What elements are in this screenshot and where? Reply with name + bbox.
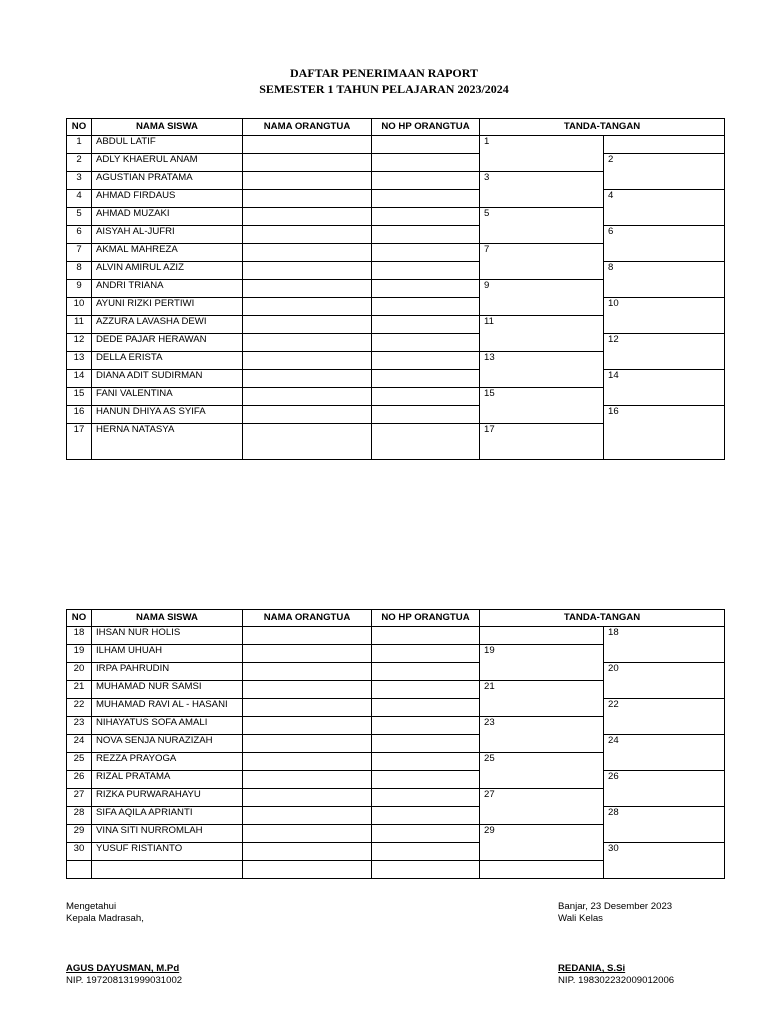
- footer-right: [558, 901, 672, 925]
- row-number: 15: [67, 388, 92, 406]
- student-name: AYUNI RIZKI PERTIWI: [92, 298, 243, 316]
- signature-cell-right[interactable]: 16: [604, 406, 725, 460]
- table-row: [67, 190, 725, 208]
- student-name: VINA SITI NURROMLAH: [92, 825, 243, 843]
- header-signature: TANDA-TANGAN: [480, 119, 725, 136]
- parent-phone-cell[interactable]: [372, 825, 480, 843]
- student-name: AISYAH AL-JUFRI: [92, 226, 243, 244]
- table-row: [67, 771, 725, 789]
- principal-name: AGUS DAYUSMAN, M.Pd: [66, 963, 180, 974]
- parent-phone-cell[interactable]: [372, 735, 480, 753]
- row-number: 18: [67, 627, 92, 645]
- student-name: ALVIN AMIRUL AZIZ: [92, 262, 243, 280]
- signature-cell-left[interactable]: [480, 861, 604, 879]
- student-name: AGUSTIAN PRATAMA: [92, 172, 243, 190]
- row-number: 20: [67, 663, 92, 681]
- homeroom-teacher-nip: NIP. 198302232009012006: [558, 975, 675, 986]
- signature-cell-right[interactable]: 4: [604, 190, 725, 226]
- table-row: [67, 807, 725, 825]
- row-number: 14: [67, 370, 92, 388]
- parent-phone-cell[interactable]: [372, 789, 480, 807]
- student-name: AKMAL MAHREZA: [92, 244, 243, 262]
- student-name: ADLY KHAERUL ANAM: [92, 154, 243, 172]
- row-number: 27: [67, 789, 92, 807]
- student-name: AHMAD MUZAKI: [92, 208, 243, 226]
- footer-place-date: Banjar, 23 Desember 2023: [558, 901, 673, 912]
- row-number: 23: [67, 717, 92, 735]
- signature-cell-left[interactable]: 7: [480, 244, 604, 280]
- student-name: DELLA ERISTA: [92, 352, 243, 370]
- row-number: 12: [67, 334, 92, 352]
- signature-cell-right[interactable]: 20: [604, 663, 725, 699]
- student-name: ILHAM UHUAH: [92, 645, 243, 663]
- parent-phone-cell[interactable]: [372, 172, 480, 190]
- footer-left-signature: [66, 963, 182, 987]
- signature-cell-right[interactable]: 14: [604, 370, 725, 406]
- table-row: [67, 699, 725, 717]
- row-number: 19: [67, 645, 92, 663]
- signature-cell-right[interactable]: 30: [604, 843, 725, 879]
- parent-phone-cell[interactable]: [372, 699, 480, 717]
- header-parent-phone: NO HP ORANGTUA: [372, 119, 480, 136]
- parent-phone-cell[interactable]: [372, 136, 480, 154]
- student-name: FANI VALENTINA: [92, 388, 243, 406]
- parent-name-cell[interactable]: [243, 154, 372, 172]
- footer-principal-title: Kepala Madrasah,: [66, 913, 144, 924]
- row-number: 24: [67, 735, 92, 753]
- parent-name-cell[interactable]: [243, 280, 372, 298]
- row-number: 4: [67, 190, 92, 208]
- row-number: 9: [67, 280, 92, 298]
- row-number-empty: [67, 861, 92, 879]
- table-row: [67, 136, 725, 154]
- parent-name-cell[interactable]: [243, 789, 372, 807]
- student-name: REZZA PRAYOGA: [92, 753, 243, 771]
- footer-right-signature: [558, 963, 674, 987]
- signature-cell-right-empty[interactable]: [604, 136, 725, 154]
- parent-name-cell[interactable]: [243, 388, 372, 406]
- table-row: [67, 298, 725, 316]
- parent-name-cell[interactable]: [243, 262, 372, 280]
- receipt-table-1-body: [67, 119, 725, 460]
- parent-phone-cell[interactable]: [372, 208, 480, 226]
- parent-phone-cell[interactable]: [372, 154, 480, 172]
- document-title: DAFTAR PENERIMAAN RAPORT: [289, 66, 478, 80]
- parent-phone-cell[interactable]: [372, 771, 480, 789]
- signature-cell-right[interactable]: 22: [604, 699, 725, 735]
- student-name: NOVA SENJA NURAZIZAH: [92, 735, 243, 753]
- row-number: 17: [67, 424, 92, 460]
- signature-cell-left[interactable]: 1: [480, 136, 604, 172]
- signature-cell-left[interactable]: 5: [480, 208, 604, 244]
- parent-phone-cell[interactable]: [372, 244, 480, 262]
- parent-name-cell[interactable]: [243, 843, 372, 861]
- signature-cell-left[interactable]: 9: [480, 280, 604, 316]
- parent-name-cell[interactable]: [243, 825, 372, 843]
- receipt-table-1: [66, 118, 725, 460]
- student-name: IRPA PAHRUDIN: [92, 663, 243, 681]
- signature-cell-right[interactable]: 2: [604, 154, 725, 190]
- student-name: RIZKA PURWARAHAYU: [92, 789, 243, 807]
- parent-phone-cell[interactable]: [372, 370, 480, 388]
- document-subtitle: SEMESTER 1 TAHUN PELAJARAN 2023/2024: [259, 82, 509, 96]
- header-signature: TANDA-TANGAN: [480, 610, 725, 627]
- table-row: [67, 262, 725, 280]
- table-row: [67, 735, 725, 753]
- signature-cell-left[interactable]: 27: [480, 789, 604, 825]
- parent-name-cell[interactable]: [243, 681, 372, 699]
- parent-phone-cell[interactable]: [372, 663, 480, 681]
- row-number: 13: [67, 352, 92, 370]
- parent-phone-cell[interactable]: [372, 316, 480, 334]
- parent-name-cell[interactable]: [243, 244, 372, 262]
- footer-left: [66, 901, 144, 925]
- header-parent-phone: NO HP ORANGTUA: [372, 610, 480, 627]
- parent-name-cell[interactable]: [243, 771, 372, 789]
- student-name: MUHAMAD RAVI AL - HASANI: [92, 699, 243, 717]
- parent-phone-cell[interactable]: [372, 334, 480, 352]
- parent-name-cell[interactable]: [243, 645, 372, 663]
- footer-homeroom-title: Wali Kelas: [558, 913, 603, 924]
- parent-name-cell[interactable]: [243, 424, 372, 460]
- table-header-row: [67, 610, 725, 627]
- student-name: IHSAN NUR HOLIS: [92, 627, 243, 645]
- signature-cell-left[interactable]: 25: [480, 753, 604, 789]
- footer-acknowledged-label: Mengetahui: [66, 901, 117, 912]
- receipt-table-2-body: [67, 610, 725, 879]
- row-number: 2: [67, 154, 92, 172]
- signature-cell-right[interactable]: 10: [604, 298, 725, 334]
- parent-name-cell[interactable]: [243, 753, 372, 771]
- student-name: SIFA AQILA APRIANTI: [92, 807, 243, 825]
- parent-phone-cell[interactable]: [372, 298, 480, 316]
- parent-name-cell[interactable]: [243, 663, 372, 681]
- row-number: 6: [67, 226, 92, 244]
- parent-phone-cell[interactable]: [372, 807, 480, 825]
- row-number: 11: [67, 316, 92, 334]
- parent-phone-cell[interactable]: [372, 681, 480, 699]
- header-no: NO: [67, 119, 92, 136]
- table-row: [67, 154, 725, 172]
- student-name: DEDE PAJAR HERAWAN: [92, 334, 243, 352]
- parent-phone-cell[interactable]: [372, 226, 480, 244]
- signature-cell-left[interactable]: 17: [480, 424, 604, 460]
- row-number: 25: [67, 753, 92, 771]
- table-row: [67, 406, 725, 424]
- signature-cell-left[interactable]: 29: [480, 825, 604, 861]
- parent-name-cell[interactable]: [243, 316, 372, 334]
- parent-phone-cell[interactable]: [372, 280, 480, 298]
- parent-phone-cell[interactable]: [372, 388, 480, 406]
- parent-name-cell[interactable]: [243, 334, 372, 352]
- table-row: [67, 627, 725, 645]
- student-name: DIANA ADIT SUDIRMAN: [92, 370, 243, 388]
- signature-cell-right[interactable]: 26: [604, 771, 725, 807]
- parent-name-cell[interactable]: [243, 226, 372, 244]
- signature-cell-right[interactable]: 24: [604, 735, 725, 771]
- table-row: [67, 663, 725, 681]
- student-name: NIHAYATUS SOFA AMALI: [92, 717, 243, 735]
- signature-cell-left[interactable]: 15: [480, 388, 604, 424]
- parent-name-cell[interactable]: [243, 406, 372, 424]
- signature-cell-right[interactable]: 8: [604, 262, 725, 298]
- table-header-row: [67, 119, 725, 136]
- student-name-empty: [92, 861, 243, 879]
- parent-phone-cell[interactable]: [372, 861, 480, 879]
- student-name: MUHAMAD NUR SAMSI: [92, 681, 243, 699]
- parent-phone-cell[interactable]: [372, 190, 480, 208]
- parent-phone-cell[interactable]: [372, 262, 480, 280]
- row-number: 7: [67, 244, 92, 262]
- parent-name-cell[interactable]: [243, 190, 372, 208]
- parent-phone-cell[interactable]: [372, 753, 480, 771]
- signature-cell-right[interactable]: 18: [604, 627, 725, 663]
- signature-cell-left[interactable]: 13: [480, 352, 604, 388]
- parent-phone-cell[interactable]: [372, 627, 480, 645]
- parent-name-cell[interactable]: [243, 352, 372, 370]
- student-name: HANUN DHIYA AS SYIFA: [92, 406, 243, 424]
- row-number: 8: [67, 262, 92, 280]
- parent-name-cell[interactable]: [243, 807, 372, 825]
- parent-phone-cell[interactable]: [372, 645, 480, 663]
- signature-cell-left[interactable]: 23: [480, 717, 604, 753]
- signature-cell-right[interactable]: 6: [604, 226, 725, 262]
- parent-name-cell[interactable]: [243, 717, 372, 735]
- signature-cell-left[interactable]: 11: [480, 316, 604, 352]
- student-name: AZZURA LAVASHA DEWI: [92, 316, 243, 334]
- row-number: 16: [67, 406, 92, 424]
- header-parent-name: NAMA ORANGTUA: [243, 119, 372, 136]
- row-number: 22: [67, 699, 92, 717]
- parent-name-cell[interactable]: [243, 627, 372, 645]
- student-name: RIZAL PRATAMA: [92, 771, 243, 789]
- parent-name-cell[interactable]: [243, 208, 372, 226]
- parent-name-cell[interactable]: [243, 370, 372, 388]
- parent-name-cell[interactable]: [243, 699, 372, 717]
- parent-phone-cell[interactable]: [372, 843, 480, 861]
- signature-cell-left[interactable]: 21: [480, 681, 604, 717]
- row-number: 26: [67, 771, 92, 789]
- student-name: AHMAD FIRDAUS: [92, 190, 243, 208]
- parent-phone-cell[interactable]: [372, 717, 480, 735]
- table-row: [67, 843, 725, 861]
- signature-cell-left[interactable]: 19: [480, 645, 604, 681]
- signature-cell-right[interactable]: 28: [604, 807, 725, 843]
- header-parent-name: NAMA ORANGTUA: [243, 610, 372, 627]
- parent-phone-cell[interactable]: [372, 424, 480, 460]
- homeroom-teacher-name: REDANIA, S.Si: [558, 963, 626, 974]
- table-row: [67, 334, 725, 352]
- parent-name-cell[interactable]: [243, 861, 372, 879]
- signature-cell-right[interactable]: 12: [604, 334, 725, 370]
- receipt-table-2: [66, 609, 725, 879]
- table-row: [67, 370, 725, 388]
- signature-cell-left-empty[interactable]: [480, 627, 604, 645]
- student-name: ANDRI TRIANA: [92, 280, 243, 298]
- header-no: NO: [67, 610, 92, 627]
- row-number: 5: [67, 208, 92, 226]
- signature-cell-left[interactable]: 3: [480, 172, 604, 208]
- student-name: HERNA NATASYA: [92, 424, 243, 460]
- header-student-name: NAMA SISWA: [92, 610, 243, 627]
- parent-name-cell[interactable]: [243, 172, 372, 190]
- table-row: [67, 226, 725, 244]
- parent-phone-cell[interactable]: [372, 352, 480, 370]
- header-student-name: NAMA SISWA: [92, 119, 243, 136]
- row-number: 29: [67, 825, 92, 843]
- parent-name-cell[interactable]: [243, 298, 372, 316]
- parent-name-cell[interactable]: [243, 136, 372, 154]
- principal-nip: NIP. 197208131999031002: [66, 975, 183, 986]
- row-number: 10: [67, 298, 92, 316]
- student-name: ABDUL LATIF: [92, 136, 243, 154]
- student-name: YUSUF RISTIANTO: [92, 843, 243, 861]
- row-number: 1: [67, 136, 92, 154]
- row-number: 3: [67, 172, 92, 190]
- row-number: 21: [67, 681, 92, 699]
- row-number: 30: [67, 843, 92, 861]
- parent-name-cell[interactable]: [243, 735, 372, 753]
- row-number: 28: [67, 807, 92, 825]
- parent-phone-cell[interactable]: [372, 406, 480, 424]
